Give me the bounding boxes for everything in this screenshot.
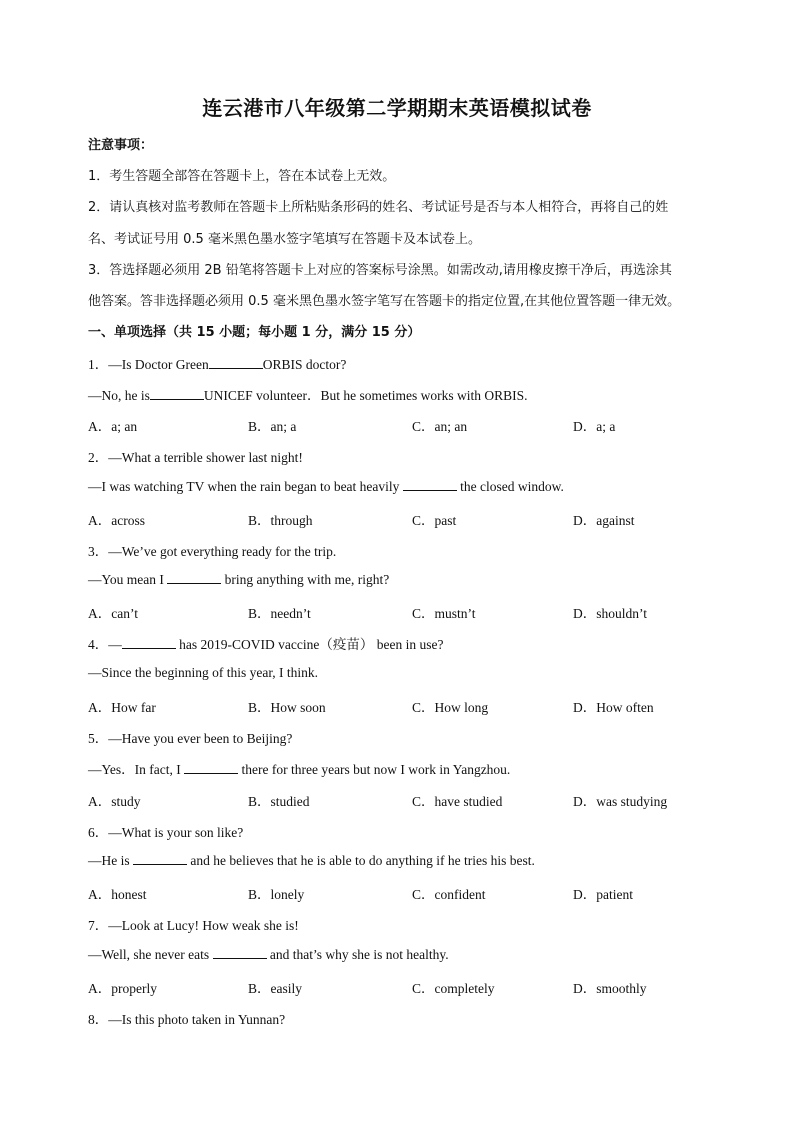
notes-heading: 注意事项：	[88, 138, 154, 153]
question-text: the closed window.	[456, 479, 564, 494]
option-d[interactable]: D．shouldn’t	[573, 606, 648, 621]
section-heading: 一、单项选择（共 15 小题；每小题 1 分，满分 15 分）	[88, 325, 421, 340]
question-text: —No, he is	[88, 388, 150, 403]
question-2-options	[88, 509, 748, 527]
question-1-line-1	[88, 353, 346, 373]
note-item-2-cont: 名、考试证号用 0.5 毫米黑色墨水签字笔填写在答题卡及本试卷上。	[88, 232, 481, 247]
option-b[interactable]: B．needn’t	[248, 606, 311, 621]
option-d[interactable]: D．against	[573, 513, 635, 528]
option-b[interactable]: B．easily	[248, 981, 302, 996]
question-text: and that’s why she is not healthy.	[266, 947, 449, 962]
question-5-options	[88, 790, 748, 808]
question-text: 3．—We’ve got everything ready for the trip.	[88, 544, 337, 559]
question-text: —Well, she never eats	[88, 947, 213, 962]
option-d[interactable]: D．patient	[573, 887, 633, 902]
option-b[interactable]: B．studied	[248, 794, 310, 809]
question-4-line-1	[88, 633, 443, 653]
option-a[interactable]: A．How far	[88, 700, 156, 715]
option-d[interactable]: D．a; a	[573, 419, 616, 434]
option-b[interactable]: B．How soon	[248, 700, 326, 715]
question-text: 5．—Have you ever been to Beijing?	[88, 731, 293, 746]
answer-blank	[167, 571, 221, 584]
answer-blank	[122, 636, 176, 649]
answer-blank	[150, 387, 204, 400]
question-2-line-1	[88, 446, 303, 466]
option-a[interactable]: A．honest	[88, 887, 147, 902]
question-1-line-2	[88, 384, 528, 404]
option-c[interactable]: C．confident	[412, 887, 486, 902]
note-item-3: 3．答选择题必须用 2B 铅笔将答题卡上对应的答案标号涂黑。如需改动,请用橡皮擦干净后，再选涂其	[88, 263, 672, 278]
question-7-line-1	[88, 914, 299, 934]
question-text: bring anything with me, right?	[221, 572, 390, 587]
answer-blank	[213, 946, 267, 959]
exam-title: 连云港市八年级第二学期期末英语模拟试卷	[202, 96, 592, 120]
option-c[interactable]: C．mustn’t	[412, 606, 476, 621]
answer-blank	[133, 852, 187, 865]
note-item-3-cont: 他答案。答非选择题必须用 0.5 毫米黑色墨水签字笔写在答题卡的指定位置,在其他位置答题一律无效。	[88, 294, 681, 309]
question-1-options	[88, 415, 748, 433]
option-c[interactable]: C．past	[412, 513, 457, 528]
question-text: ORBIS doctor?	[262, 357, 347, 372]
question-4-line-2	[88, 665, 318, 681]
option-d[interactable]: D．How often	[573, 700, 654, 715]
question-7-options	[88, 977, 748, 995]
question-text: and he believes that he is able to do anything if he tries his best.	[187, 853, 535, 868]
question-7-line-2	[88, 946, 449, 963]
question-2-line-2	[88, 478, 564, 495]
question-text: 1．—Is Doctor Green	[88, 357, 209, 372]
option-a[interactable]: A．can’t	[88, 606, 138, 621]
option-a[interactable]: A．study	[88, 794, 141, 809]
question-3-line-2	[88, 571, 389, 588]
option-b[interactable]: B．lonely	[248, 887, 305, 902]
question-text: 6．—What is your son like?	[88, 825, 244, 840]
question-text: 4．—	[88, 637, 122, 652]
question-text: there for three years but now I work in Yangzhou.	[238, 762, 511, 777]
question-3-line-1	[88, 540, 336, 560]
question-6-options	[88, 883, 748, 901]
option-b[interactable]: B．through	[248, 513, 313, 528]
question-text: UNICEF volunteer．But he sometimes works with ORBIS.	[203, 388, 528, 403]
answer-blank	[403, 478, 457, 491]
question-4-options	[88, 696, 748, 714]
question-3-options	[88, 602, 748, 620]
option-a[interactable]: A．properly	[88, 981, 157, 996]
question-6-line-2	[88, 852, 535, 869]
question-text: —I was watching TV when the rain began to beat heavily	[88, 479, 403, 494]
question-text: —Since the beginning of this year, I think.	[88, 665, 319, 680]
option-a[interactable]: A．across	[88, 513, 145, 528]
note-item-2: 2．请认真核对监考教师在答题卡上所粘贴条形码的姓名、考试证号是否与本人相符合，再将自己的姓	[88, 200, 669, 215]
question-text: —Yes．In fact, I	[88, 762, 185, 777]
option-c[interactable]: C．an; an	[412, 419, 468, 434]
question-text: 2．—What a terrible shower last night!	[88, 450, 303, 465]
question-text: —He is	[88, 853, 133, 868]
answer-blank	[184, 761, 238, 774]
option-b[interactable]: B．an; a	[248, 419, 297, 434]
note-item-1: 1．考生答题全部答在答题卡上，答在本试卷上无效。	[88, 169, 396, 184]
option-d[interactable]: D．was studying	[573, 794, 668, 809]
question-text: 7．—Look at Lucy! How weak she is!	[88, 918, 299, 933]
option-c[interactable]: C．have studied	[412, 794, 503, 809]
answer-blank	[209, 356, 263, 369]
question-6-line-1	[88, 821, 243, 841]
option-d[interactable]: D．smoothly	[573, 981, 647, 996]
option-c[interactable]: C．How long	[412, 700, 489, 715]
question-5-line-1	[88, 727, 292, 747]
question-5-line-2	[88, 758, 510, 778]
option-c[interactable]: C．completely	[412, 981, 495, 996]
question-text: has 2019-COVID vaccine（疫苗） been in use?	[175, 637, 444, 652]
question-8-line-1: 8．—Is this photo taken in Yunnan?	[88, 1012, 286, 1027]
question-text: —You mean I	[88, 572, 168, 587]
option-a[interactable]: A．a; an	[88, 419, 138, 434]
